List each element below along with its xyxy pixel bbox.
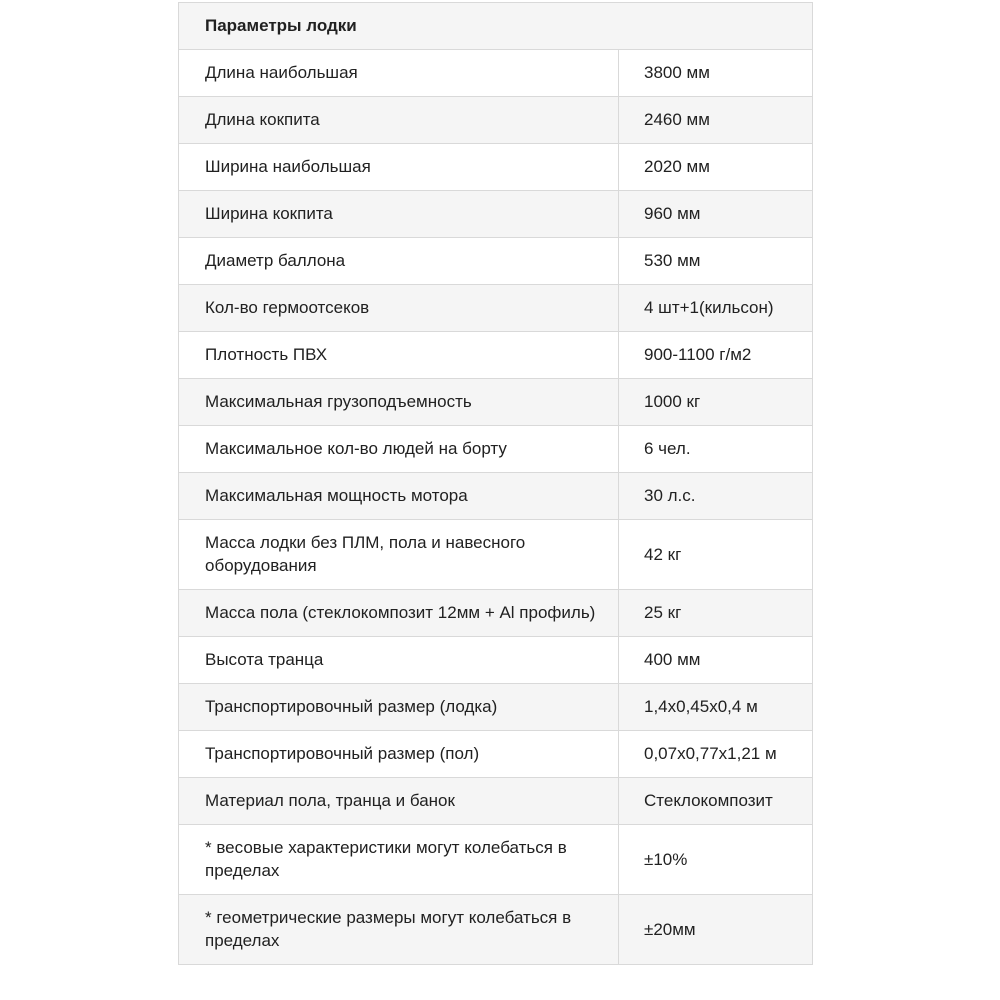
table-row (179, 895, 813, 965)
param-value: Стеклокомпозит (619, 778, 813, 825)
param-label: Длина наибольшая (179, 50, 619, 97)
table-row (179, 144, 813, 191)
boat-parameters-section (178, 2, 812, 965)
param-value: 6 чел. (619, 426, 813, 473)
param-value: 0,07х0,77х1,21 м (619, 731, 813, 778)
table-row (179, 778, 813, 825)
table-header-row (179, 3, 813, 50)
param-value: 2460 мм (619, 97, 813, 144)
param-label: Максимальная грузоподъемность (179, 379, 619, 426)
table-row (179, 285, 813, 332)
param-label: Высота транца (179, 637, 619, 684)
param-value: 1,4х0,45х0,4 м (619, 684, 813, 731)
param-label: Транспортировочный размер (пол) (179, 731, 619, 778)
param-value: 960 мм (619, 191, 813, 238)
param-value: 30 л.с. (619, 473, 813, 520)
param-value: 2020 мм (619, 144, 813, 191)
table-row (179, 97, 813, 144)
param-label: Диаметр баллона (179, 238, 619, 285)
param-label: * весовые характеристики могут колебаться в пределах (179, 825, 619, 895)
param-label: * геометрические размеры могут колебаться в пределах (179, 895, 619, 965)
param-value: 1000 кг (619, 379, 813, 426)
param-label: Масса лодки без ПЛМ, пола и навесного оборудования (179, 520, 619, 590)
param-value: ±10% (619, 825, 813, 895)
boat-parameters-table (178, 2, 813, 965)
table-row (179, 379, 813, 426)
param-label: Кол-во гермоотсеков (179, 285, 619, 332)
table-title: Параметры лодки (179, 3, 813, 50)
table-row (179, 238, 813, 285)
table-body (179, 50, 813, 965)
param-value: 400 мм (619, 637, 813, 684)
param-label: Максимальная мощность мотора (179, 473, 619, 520)
param-label: Длина кокпита (179, 97, 619, 144)
table-row (179, 825, 813, 895)
table-row (179, 50, 813, 97)
param-label: Материал пола, транца и банок (179, 778, 619, 825)
param-value: 25 кг (619, 590, 813, 637)
param-value: 4 шт+1(кильсон) (619, 285, 813, 332)
table-row (179, 520, 813, 590)
param-label: Транспортировочный размер (лодка) (179, 684, 619, 731)
table-row (179, 332, 813, 379)
param-label: Плотность ПВХ (179, 332, 619, 379)
table-row (179, 731, 813, 778)
param-label: Ширина кокпита (179, 191, 619, 238)
param-label: Масса пола (стеклокомпозит 12мм + Al профиль) (179, 590, 619, 637)
param-label: Максимальное кол-во людей на борту (179, 426, 619, 473)
table-row (179, 684, 813, 731)
table-row (179, 191, 813, 238)
table-row (179, 426, 813, 473)
table-row (179, 590, 813, 637)
param-value: 3800 мм (619, 50, 813, 97)
param-value: 42 кг (619, 520, 813, 590)
param-value: ±20мм (619, 895, 813, 965)
param-value: 530 мм (619, 238, 813, 285)
table-row (179, 637, 813, 684)
table-row (179, 473, 813, 520)
param-label: Ширина наибольшая (179, 144, 619, 191)
param-value: 900-1100 г/м2 (619, 332, 813, 379)
